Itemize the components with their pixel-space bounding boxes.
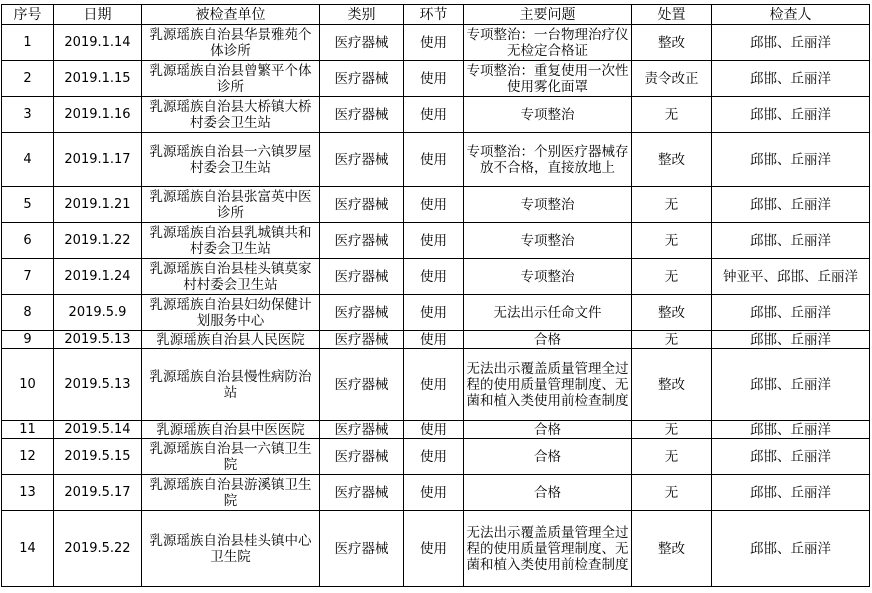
cell-stage[interactable]: 使用 bbox=[404, 61, 464, 97]
table-row bbox=[2, 511, 870, 587]
header-row bbox=[2, 5, 870, 25]
cell-issue[interactable]: 合格 bbox=[464, 439, 632, 475]
cell-stage[interactable]: 使用 bbox=[404, 295, 464, 331]
cell-action[interactable]: 整改 bbox=[632, 511, 712, 587]
cell-no[interactable]: 5 bbox=[2, 187, 54, 223]
cell-date[interactable]: 2019.5.14 bbox=[54, 421, 142, 439]
cell-category[interactable]: 医疗器械 bbox=[320, 475, 404, 511]
cell-no[interactable]: 11 bbox=[2, 421, 54, 439]
cell-unit[interactable]: 乳源瑶族自治县桂头镇莫家村村委会卫生站 bbox=[142, 259, 320, 295]
cell-category[interactable]: 医疗器械 bbox=[320, 187, 404, 223]
cell-category[interactable]: 医疗器械 bbox=[320, 511, 404, 587]
cell-issue[interactable]: 专项整治：个别医疗器械存放不合格，直接放地上 bbox=[464, 133, 632, 187]
cell-stage[interactable]: 使用 bbox=[404, 475, 464, 511]
table-row bbox=[2, 25, 870, 61]
cell-action[interactable]: 无 bbox=[632, 187, 712, 223]
cell-date[interactable]: 2019.1.16 bbox=[54, 97, 142, 133]
cell-inspector[interactable]: 邱邯、丘丽洋 bbox=[712, 295, 870, 331]
cell-issue[interactable]: 专项整治 bbox=[464, 187, 632, 223]
cell-issue[interactable]: 专项整治：重复使用一次性使用雾化面罩 bbox=[464, 61, 632, 97]
cell-inspector[interactable]: 邱邯、丘丽洋 bbox=[712, 421, 870, 439]
header-cell[interactable]: 环节 bbox=[404, 5, 464, 25]
cell-action[interactable]: 整改 bbox=[632, 25, 712, 61]
header-cell[interactable]: 被检查单位 bbox=[142, 5, 320, 25]
cell-date[interactable]: 2019.5.15 bbox=[54, 439, 142, 475]
table-row bbox=[2, 331, 870, 349]
header-cell[interactable]: 处置 bbox=[632, 5, 712, 25]
cell-category[interactable]: 医疗器械 bbox=[320, 331, 404, 349]
cell-no[interactable]: 14 bbox=[2, 511, 54, 587]
header-cell[interactable]: 类别 bbox=[320, 5, 404, 25]
cell-category[interactable]: 医疗器械 bbox=[320, 439, 404, 475]
cell-category[interactable]: 医疗器械 bbox=[320, 133, 404, 187]
cell-no[interactable]: 1 bbox=[2, 25, 54, 61]
cell-action[interactable]: 无 bbox=[632, 259, 712, 295]
cell-category[interactable]: 医疗器械 bbox=[320, 295, 404, 331]
cell-unit[interactable]: 乳源瑶族自治县妇幼保健计划服务中心 bbox=[142, 295, 320, 331]
cell-category[interactable]: 医疗器械 bbox=[320, 25, 404, 61]
cell-no[interactable]: 8 bbox=[2, 295, 54, 331]
header-cell[interactable]: 日期 bbox=[54, 5, 142, 25]
cell-no[interactable]: 6 bbox=[2, 223, 54, 259]
cell-action[interactable]: 整改 bbox=[632, 349, 712, 421]
cell-issue[interactable]: 专项整治 bbox=[464, 223, 632, 259]
inspection-table bbox=[1, 4, 870, 587]
table-row bbox=[2, 259, 870, 295]
header-cell[interactable]: 主要问题 bbox=[464, 5, 632, 25]
cell-date[interactable]: 2019.1.22 bbox=[54, 223, 142, 259]
cell-issue[interactable]: 专项整治 bbox=[464, 97, 632, 133]
table-row bbox=[2, 223, 870, 259]
cell-stage[interactable]: 使用 bbox=[404, 259, 464, 295]
cell-issue[interactable]: 合格 bbox=[464, 475, 632, 511]
cell-action[interactable]: 无 bbox=[632, 421, 712, 439]
cell-date[interactable]: 2019.1.17 bbox=[54, 133, 142, 187]
cell-inspector[interactable]: 钟亚平、邱邯、丘丽洋 bbox=[712, 259, 870, 295]
cell-date[interactable]: 2019.1.21 bbox=[54, 187, 142, 223]
cell-date[interactable]: 2019.1.14 bbox=[54, 25, 142, 61]
table-row bbox=[2, 61, 870, 97]
cell-inspector[interactable]: 邱邯、丘丽洋 bbox=[712, 97, 870, 133]
cell-date[interactable]: 2019.5.9 bbox=[54, 295, 142, 331]
cell-stage[interactable]: 使用 bbox=[404, 223, 464, 259]
cell-category[interactable]: 医疗器械 bbox=[320, 61, 404, 97]
cell-no[interactable]: 9 bbox=[2, 331, 54, 349]
table-row bbox=[2, 439, 870, 475]
cell-action[interactable]: 无 bbox=[632, 223, 712, 259]
header-cell[interactable]: 序号 bbox=[2, 5, 54, 25]
cell-inspector[interactable]: 邱邯、丘丽洋 bbox=[712, 187, 870, 223]
cell-unit[interactable]: 乳源瑶族自治县曾繁平个体诊所 bbox=[142, 61, 320, 97]
cell-issue[interactable]: 无法出示覆盖质量管理全过程的使用质量管理制度、无菌和植入类使用前检查制度 bbox=[464, 349, 632, 421]
cell-date[interactable]: 2019.5.17 bbox=[54, 475, 142, 511]
cell-unit[interactable]: 乳源瑶族自治县华景雅苑个体诊所 bbox=[142, 25, 320, 61]
cell-category[interactable]: 医疗器械 bbox=[320, 349, 404, 421]
cell-action[interactable]: 无 bbox=[632, 331, 712, 349]
cell-inspector[interactable]: 邱邯、丘丽洋 bbox=[712, 331, 870, 349]
cell-date[interactable]: 2019.5.13 bbox=[54, 349, 142, 421]
cell-unit[interactable]: 乳源瑶族自治县人民医院 bbox=[142, 331, 320, 349]
cell-unit[interactable]: 乳源瑶族自治县乳城镇共和村委会卫生站 bbox=[142, 223, 320, 259]
cell-no[interactable]: 7 bbox=[2, 259, 54, 295]
cell-inspector[interactable]: 邱邯、丘丽洋 bbox=[712, 475, 870, 511]
cell-stage[interactable]: 使用 bbox=[404, 511, 464, 587]
cell-stage[interactable]: 使用 bbox=[404, 439, 464, 475]
cell-inspector[interactable]: 邱邯、丘丽洋 bbox=[712, 511, 870, 587]
cell-category[interactable]: 医疗器械 bbox=[320, 223, 404, 259]
table-row bbox=[2, 133, 870, 187]
cell-category[interactable]: 医疗器械 bbox=[320, 259, 404, 295]
table-row bbox=[2, 349, 870, 421]
cell-stage[interactable]: 使用 bbox=[404, 25, 464, 61]
cell-action[interactable]: 无 bbox=[632, 475, 712, 511]
cell-unit[interactable]: 乳源瑶族自治县游溪镇卫生院 bbox=[142, 475, 320, 511]
cell-unit[interactable]: 乳源瑶族自治县桂头镇中心卫生院 bbox=[142, 511, 320, 587]
cell-action[interactable]: 整改 bbox=[632, 295, 712, 331]
cell-inspector[interactable]: 邱邯、丘丽洋 bbox=[712, 133, 870, 187]
cell-stage[interactable]: 使用 bbox=[404, 331, 464, 349]
cell-stage[interactable]: 使用 bbox=[404, 349, 464, 421]
cell-unit[interactable]: 乳源瑶族自治县中医医院 bbox=[142, 421, 320, 439]
cell-no[interactable]: 2 bbox=[2, 61, 54, 97]
cell-issue[interactable]: 专项整治 bbox=[464, 259, 632, 295]
table-row bbox=[2, 97, 870, 133]
cell-date[interactable]: 2019.5.22 bbox=[54, 511, 142, 587]
cell-category[interactable]: 医疗器械 bbox=[320, 97, 404, 133]
cell-issue[interactable]: 无法出示任命文件 bbox=[464, 295, 632, 331]
table-row bbox=[2, 421, 870, 439]
table-row bbox=[2, 295, 870, 331]
cell-action[interactable]: 责令改正 bbox=[632, 61, 712, 97]
cell-issue[interactable]: 无法出示覆盖质量管理全过程的使用质量管理制度、无菌和植入类使用前检查制度 bbox=[464, 511, 632, 587]
table-row bbox=[2, 475, 870, 511]
cell-date[interactable]: 2019.1.15 bbox=[54, 61, 142, 97]
cell-inspector[interactable]: 邱邯、丘丽洋 bbox=[712, 439, 870, 475]
cell-no[interactable]: 4 bbox=[2, 133, 54, 187]
cell-inspector[interactable]: 邱邯、丘丽洋 bbox=[712, 223, 870, 259]
cell-unit[interactable]: 乳源瑶族自治县一六镇罗屋村委会卫生站 bbox=[142, 133, 320, 187]
cell-no[interactable]: 13 bbox=[2, 475, 54, 511]
cell-no[interactable]: 12 bbox=[2, 439, 54, 475]
cell-action[interactable]: 无 bbox=[632, 439, 712, 475]
cell-inspector[interactable]: 邱邯、丘丽洋 bbox=[712, 25, 870, 61]
cell-date[interactable]: 2019.1.24 bbox=[54, 259, 142, 295]
table-row bbox=[2, 187, 870, 223]
cell-stage[interactable]: 使用 bbox=[404, 421, 464, 439]
cell-date[interactable]: 2019.5.13 bbox=[54, 331, 142, 349]
cell-unit[interactable]: 乳源瑶族自治县慢性病防治站 bbox=[142, 349, 320, 421]
cell-issue[interactable]: 合格 bbox=[464, 421, 632, 439]
cell-no[interactable]: 3 bbox=[2, 97, 54, 133]
cell-action[interactable]: 整改 bbox=[632, 133, 712, 187]
cell-stage[interactable]: 使用 bbox=[404, 133, 464, 187]
cell-action[interactable]: 无 bbox=[632, 97, 712, 133]
cell-inspector[interactable]: 邱邯、丘丽洋 bbox=[712, 349, 870, 421]
cell-issue[interactable]: 合格 bbox=[464, 331, 632, 349]
cell-unit[interactable]: 乳源瑶族自治县一六镇卫生院 bbox=[142, 439, 320, 475]
cell-unit[interactable]: 乳源瑶族自治县张富英中医诊所 bbox=[142, 187, 320, 223]
cell-issue[interactable]: 专项整治：一台物理治疗仪无检定合格证 bbox=[464, 25, 632, 61]
header-cell[interactable]: 检查人 bbox=[712, 5, 870, 25]
cell-stage[interactable]: 使用 bbox=[404, 97, 464, 133]
cell-stage[interactable]: 使用 bbox=[404, 187, 464, 223]
cell-unit[interactable]: 乳源瑶族自治县大桥镇大桥村委会卫生站 bbox=[142, 97, 320, 133]
cell-no[interactable]: 10 bbox=[2, 349, 54, 421]
cell-category[interactable]: 医疗器械 bbox=[320, 421, 404, 439]
cell-inspector[interactable]: 邱邯、丘丽洋 bbox=[712, 61, 870, 97]
